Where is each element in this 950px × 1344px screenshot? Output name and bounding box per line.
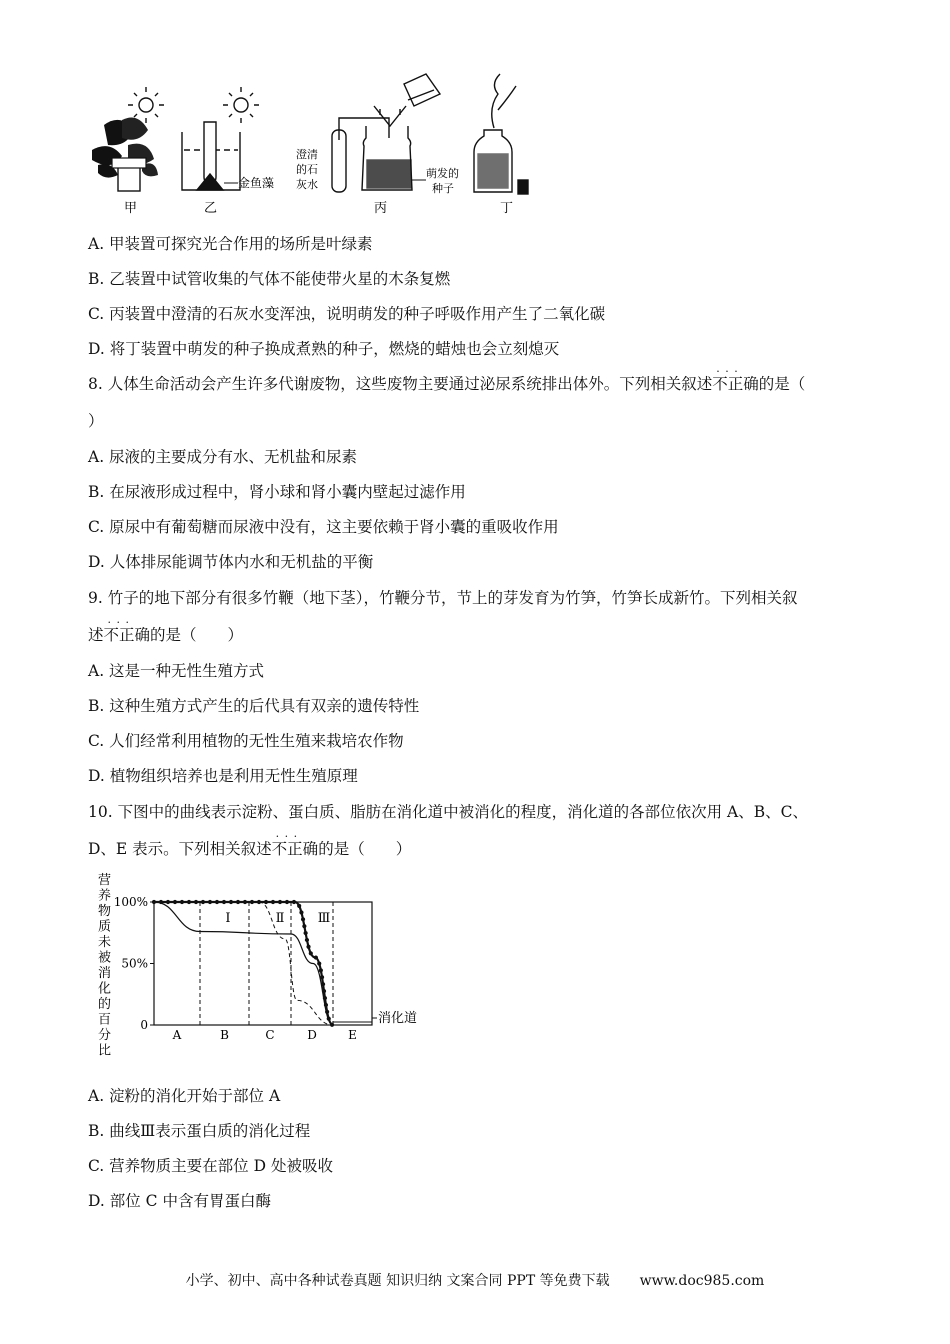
goldfish-weed-label: 金鱼藻 [238,176,275,190]
q10-option-b: B. 曲线Ⅲ表示蛋白质的消化过程 [88,1122,311,1140]
q8-stem [88,374,805,394]
sun-icon [223,87,259,123]
q10-option-d: D. 部位 C 中含有胃蛋白酶 [88,1192,271,1210]
q10-stem: 10. 下图中的曲线表示淀粉、蛋白质、脂肪在消化道中被消化的程度，消化道的各部位依次用 A、B、C、 [88,803,808,821]
series-dot [305,938,309,942]
q8-option-c: C. 原尿中有葡萄糖而尿液中没有，这主要依赖于肾小囊的重吸收作用 [88,518,559,536]
series-dot [208,900,212,904]
series-dot [222,900,226,904]
limewater-label-1: 澄清 [296,148,318,161]
series-dot [314,955,318,959]
label-yi: 乙 [204,201,218,216]
x-category-label: E [348,1028,357,1042]
chart-ylabel-char: 分 [98,1028,112,1043]
series-dot [257,900,261,904]
q10-stem-c: 的是（ ） [318,840,412,858]
series-dot [309,951,313,955]
q8-emphasis: · · · 不正确 [712,374,759,394]
series-dot [166,900,170,904]
chart-ylabel-char: 消 [98,966,112,981]
q9-stem-b: 述 [88,626,104,644]
limewater-label-3: 灰水 [296,178,318,191]
q7-option-b: B. 乙装置中试管收集的气体不能使带火星的木条复燃 [88,270,451,288]
series-dot [299,910,303,914]
label-bing: 丙 [374,201,388,216]
q10-emphasis: · · · 不正确 [272,839,319,859]
x-category-label: B [220,1028,229,1042]
chart-ylabel-char: 未 [98,935,112,950]
series-dot [243,900,247,904]
q8-option-a: A. 尿液的主要成分有水、无机盐和尿素 [88,448,358,466]
apparatus-figure [84,70,544,220]
q8-stem-b: 的是（ [758,375,806,393]
series-dot [304,931,308,935]
series-label: Ⅲ [317,911,331,926]
chart-ylabel-char: 质 [98,919,112,935]
series-label: Ⅱ [275,911,285,926]
chart-ylabel-char: 养 [98,888,112,904]
series-line-1 [154,902,333,1025]
series-dot [229,900,233,904]
x-category-label: D [307,1028,317,1042]
series-dot [323,996,327,1000]
chart-ylabel-char: 的 [98,997,112,1012]
page-footer [0,1270,950,1290]
series-dot [264,900,268,904]
footer-url[interactable]: www.doc985.com [639,1273,765,1289]
q9-option-b: B. 这种生殖方式产生的后代具有双亲的遗传特性 [88,697,420,715]
beaker-icon [182,122,240,190]
series-dot [302,924,306,928]
series-dot [187,900,191,904]
series-dot [321,982,325,986]
label-jia: 甲 [124,201,138,216]
chart-ylabel-char: 比 [98,1043,112,1059]
series-line-3 [154,902,333,1025]
q9-option-c: C. 人们经常利用植物的无性生殖来栽培农作物 [88,732,404,750]
q8-option-d: D. 人体排尿能调节体内水和无机盐的平衡 [88,553,374,571]
seeds-label-2: 种子 [432,182,454,195]
series-dot [324,1003,328,1007]
q8-option-b: B. 在尿液形成过程中，肾小球和肾小囊内壁起过滤作用 [88,483,466,501]
chart-ylabel-char: 被 [98,950,112,966]
q8-stem-a: 8. 人体生命活动会产生许多代谢废物，这些废物主要通过泌尿系统排出体外。下列相关叙述 [88,375,713,393]
q8-stem-close: ） [88,412,104,430]
series-dot [322,989,326,993]
y-tick-label: 100% [113,895,148,909]
q10-option-a: A. 淀粉的消化开始于部位 A [88,1087,281,1105]
y-tick-label: 50% [121,956,148,971]
series-dot [292,900,296,904]
chart-ylabel-char: 营 [98,873,112,888]
series-line-2 [154,902,333,1025]
series-dot [236,900,240,904]
q9-option-a: A. 这是一种无性生殖方式 [88,662,265,680]
chart-ylabel-char: 化 [98,981,112,997]
series-dot [215,900,219,904]
q9-stem-c: 的是（ ） [150,626,244,644]
series-dot [320,975,324,979]
series-dot [306,945,310,949]
q9-stem: 9. 竹子的地下部分有很多竹鞭（地下茎），竹鞭分节，节上的芽发育为竹笋，竹笋长成新竹。下列相关叙 [88,589,798,607]
sun-icon [128,87,164,123]
footer-text: 小学、初中、高中各种试卷真题 知识归纳 文案合同 PPT 等免费下载 [185,1273,610,1289]
seeds-label-1: 萌发的 [426,167,459,180]
series-dot [297,904,301,908]
series-dot [180,900,184,904]
q9-option-d: D. 植物组织培养也是利用无性生殖原理 [88,767,358,785]
series-dot [325,1010,329,1014]
x-category-label: C [265,1028,275,1042]
x-category-label: A [172,1028,182,1042]
series-dot [194,900,198,904]
chart-ylabel-char: 百 [98,1012,112,1028]
plant-icon [92,118,158,191]
q9-emphasis: · · · 不正确 [104,625,151,645]
q9-stem-2 [88,625,243,645]
series-dot [330,1023,334,1027]
digestion-chart [92,870,432,1070]
chart-xlabel: 消化道 [378,1011,418,1026]
series-dot [173,900,177,904]
series-dot [285,900,289,904]
q10-option-c: C. 营养物质主要在部位 D 处被吸收 [88,1157,333,1175]
q10-stem-b: D、E 表示。下列相关叙述 [88,840,272,858]
plot-frame [154,902,372,1025]
q7-option-c: C. 丙装置中澄清的石灰水变浑浊，说明萌发的种子呼吸作用产生了二氧化碳 [88,305,606,323]
q10-stem-2 [88,839,411,859]
series-dot [201,900,205,904]
chart-ylabel-char: 物 [98,904,112,919]
label-ding: 丁 [500,201,514,216]
flask-apparatus-icon [332,74,440,192]
series-dot [327,1017,331,1021]
series-dot [250,900,254,904]
limewater-label-2: 的石 [296,163,318,176]
series-dot [319,968,323,972]
q7-option-a: A. 甲装置可探究光合作用的场所是叶绿素 [88,235,373,253]
series-label: Ⅰ [225,911,231,926]
series-dot [271,900,275,904]
series-dot [159,900,163,904]
y-tick-label: 0 [140,1018,148,1032]
series-dot [278,900,282,904]
candle-jar-icon [474,74,528,194]
series-dot [317,961,321,965]
series-dot [301,917,305,921]
q7-option-d: D. 将丁装置中萌发的种子换成煮熟的种子，燃烧的蜡烛也会立刻熄灭 [88,340,560,358]
